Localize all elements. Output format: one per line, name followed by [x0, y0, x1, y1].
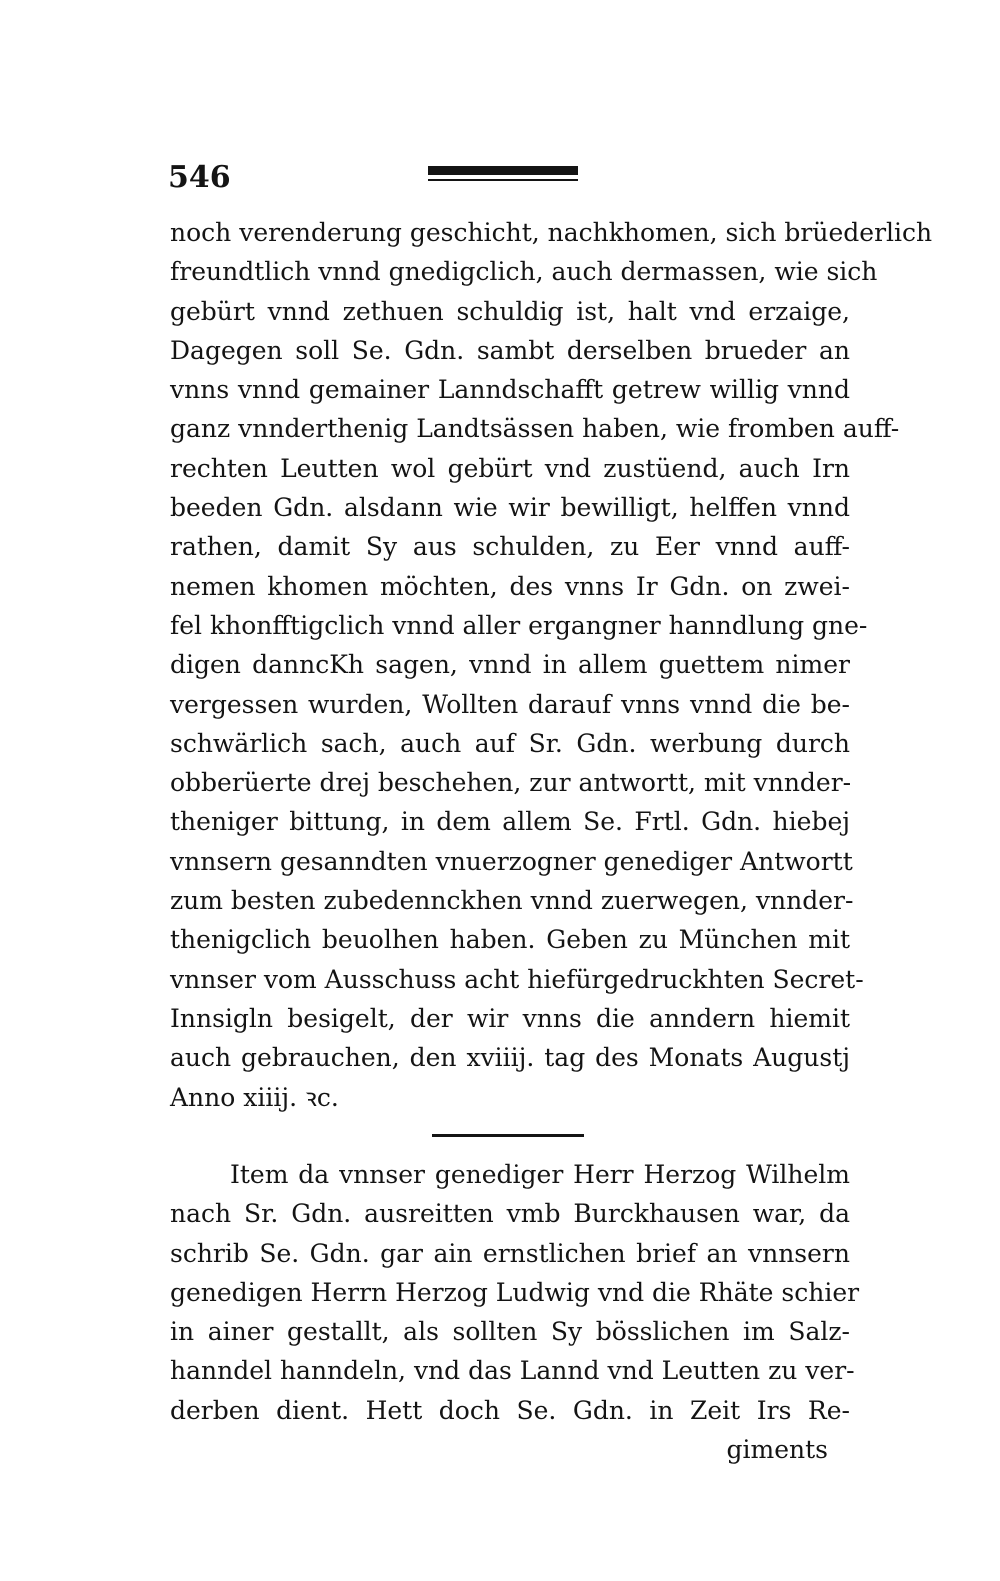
text-line: beeden Gdn. alsdann wie wir bewilligt, helffen vnnd [170, 493, 850, 523]
text-line: rathen, damit Sy aus schulden, zu Eer vnnd auff- [170, 532, 850, 562]
text-line: zum besten zubedennckhen vnnd zuerwegen, vnnder- [170, 886, 854, 916]
page-number: 546 [168, 160, 231, 195]
text-line: theniger bittung, in dem allem Se. Frtl. Gdn. hiebej [170, 807, 850, 837]
text-line: schrib Se. Gdn. gar ain ernstlichen brief an vnnsern [170, 1238, 850, 1268]
paragraph-2 [170, 1155, 860, 1469]
paragraph-1 [170, 213, 933, 1117]
text-line: vnnsern gesanndten vnuerzogner genediger Antwortt [170, 846, 853, 876]
text-line: obberüerte drej beschehen, zur antwortt, mit vnnder- [170, 768, 852, 798]
text-line: nemen khomen möchten, des vnns Ir Gdn. on zwei- [170, 571, 850, 601]
text-line: derben dient. Hett doch Se. Gdn. in Zeit Irs Re- [170, 1395, 850, 1425]
text-line: freundtlich vnnd gnedigclich, auch dermassen, wie sich [170, 257, 878, 287]
text-line: schwärlich sach, auch auf Sr. Gdn. werbung durch [170, 728, 850, 758]
text-line: digen danncKh sagen, vnnd in allem guettem nimer [170, 650, 850, 680]
text-line: ganz vnnderthenig Landtsässen haben, wie fromben auff- [170, 414, 900, 444]
text-line: Anno xiiij. ꝛc. [170, 1082, 339, 1112]
text-line: in ainer gestallt, als sollten Sy bösslichen im Salz- [170, 1317, 850, 1347]
header-rule [428, 166, 578, 175]
text-line: fel khonfftigclich vnnd aller ergangner hanndlung gne- [170, 610, 868, 640]
text-line: rechten Leutten wol gebürt vnd zustüend, auch Irn [170, 453, 850, 483]
text-line: Dagegen soll Se. Gdn. sambt derselben brueder an [170, 335, 850, 365]
text-line: hanndel hanndeln, vnd das Lannd vnd Leutten zu ver- [170, 1356, 855, 1386]
text-line: vnns vnnd gemainer Lanndschafft getrew willig vnnd [170, 375, 850, 405]
text-line: nach Sr. Gdn. ausreitten vmb Burckhausen war, da [170, 1199, 850, 1229]
text-line: genedigen Herrn Herzog Ludwig vnd die Rhäte schier [170, 1277, 860, 1307]
text-line: Item da vnnser genediger Herr Herzog Wilhelm [230, 1160, 850, 1189]
text-line: thenigclich beuolhen haben. Geben zu München mit [170, 925, 850, 955]
section-divider [432, 1134, 584, 1137]
text-line: gebürt vnnd zethuen schuldig ist, halt vnd erzaige, [170, 296, 850, 326]
text-line: Innsigln besigelt, der wir vnns die anndern hiemit [170, 1003, 850, 1033]
text-line: vergessen wurden, Wollten darauf vnns vnnd die be- [170, 689, 850, 719]
text-line: auch gebrauchen, den xviiij. tag des Monats Augustj [170, 1043, 850, 1073]
text-line: noch verenderung geschicht, nachkhomen, sich brüederlich [170, 218, 933, 247]
text-line: vnnser vom Ausschuss acht hiefürgedruckhten Secret- [170, 964, 864, 994]
catchword: giments [726, 1435, 828, 1465]
